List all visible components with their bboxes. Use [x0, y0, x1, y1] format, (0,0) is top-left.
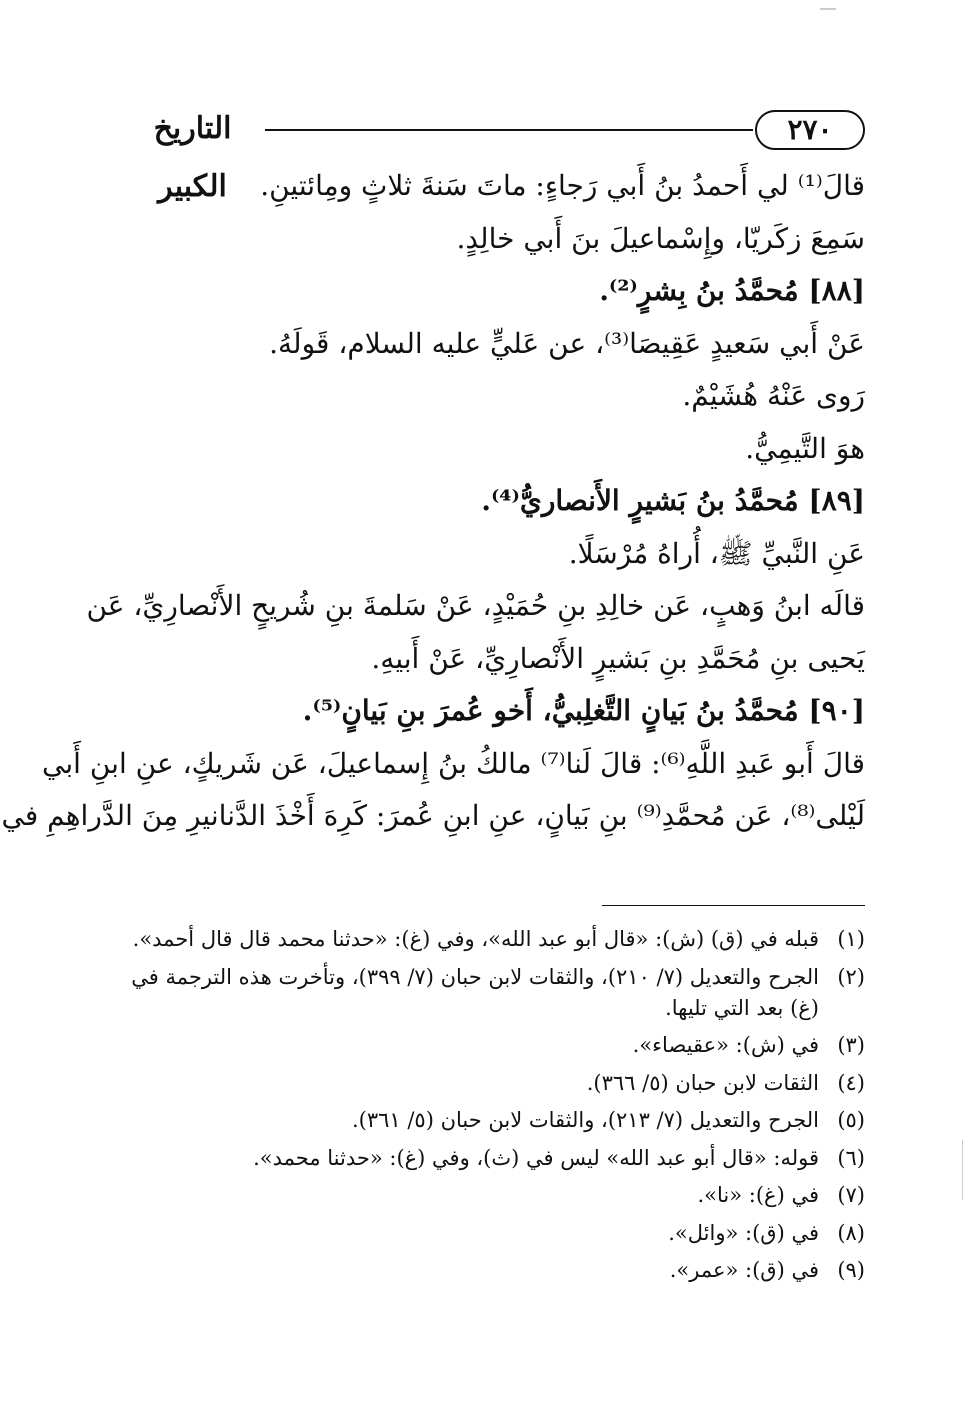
footnote-separator: [602, 905, 865, 906]
footnote-text: قبله في (ق) (ش): «قال أبو عبد الله»، وفي (غ): «حدثنا محمد قال قال أحمد».: [132, 927, 819, 951]
footnote-number: (٥): [837, 1108, 865, 1132]
footnote-number: (٢): [837, 964, 865, 989]
text-line: قالَ أَبو عَبدِ اللَّهِ⁽⁶⁾: قالَ لَنا⁽⁷⁾ مالكُ بنُ إِسماعيلَ، عَن شَريكٍ، عنِ ابنِ أَبي: [42, 746, 865, 780]
footnote-number: (٨): [837, 1220, 865, 1245]
footnote: [115, 962, 865, 1024]
footnote-number: (٤): [837, 1070, 865, 1095]
text-line: يَحيى بنِ مُحَمَّدِ بنِ بَشيرٍ الأَنْصارِيِّ، عَنْ أَبيهِ.: [371, 641, 865, 675]
book-title: التاريخ الكبير: [153, 111, 232, 204]
entry-heading: [٨٩] مُحمَّدُ بنُ بَشيرٍ الأَنصاريُّ⁽⁴⁾.: [481, 484, 865, 517]
main-text: [1, 160, 865, 843]
text-line: لَيْلى⁽⁸⁾، عَن مُحمَّدِ⁽⁹⁾ بنِ بَيانٍ، عنِ ابنِ عُمرَ: كَرِهَ أَخْذَ الدَّنانيرِ مِنَ الدَّراهِمِ في: [1, 799, 865, 832]
text-line: عَنِ النَّبيِّ ﷺ، أُراهُ مُرْسَلًا.: [568, 536, 865, 570]
footnote-number: (١): [837, 927, 865, 951]
footnote: [115, 1143, 865, 1174]
footnote-number: (٦): [837, 1145, 865, 1170]
footnote: [115, 1180, 865, 1211]
footnote: [115, 924, 865, 955]
text-line: عَنْ أَبي سَعيدٍ عَقِيصَا⁽³⁾، عن عَليٍّ عليه السلام، قَولَهُ.: [269, 326, 865, 360]
entry-heading: [٩٠] مُحمَّدُ بنُ بَيانٍ التَّغلِبيُّ، أَخو عُمرَ بنِ بَيانٍ⁽⁵⁾.: [302, 694, 865, 727]
text-line: سَمِعَ زكَريّا، وإِسْماعيلَ بنَ أَبي خالِدٍ.: [456, 221, 865, 255]
footnote-text: الجرح والتعديل (٧/ ٢١٠)، والثقات لابن حبان (٧/ ٣٩٩)، وتأخرت هذه الترجمة في (غ) بعد التي تليها.: [131, 964, 819, 1020]
scan-mark: [962, 1140, 963, 1200]
scan-mark: [820, 8, 836, 10]
footnote-text: في (ق): «وائل».: [668, 1220, 819, 1245]
footnote-text: الثقات لابن حبان (٥/ ٣٦٦).: [586, 1070, 819, 1095]
page-number: ٢٧٠: [755, 110, 865, 150]
text-line: هوَ التَّيمِيُّ.: [745, 431, 865, 465]
entry-heading: [٨٨] مُحمَّدُ بنُ بِشرٍ⁽²⁾.: [599, 274, 865, 307]
footnote: [115, 1068, 865, 1099]
footnote: [115, 1030, 865, 1061]
header-rule: [265, 129, 753, 131]
text-line: قالَه ابنُ وَهبٍ، عَن خالِدِ بنِ حُمَيْدٍ، عَنْ سَلمةَ بنِ شُريحٍ الأَنْصارِيِّ، عَن: [86, 589, 865, 622]
footnote-number: (٧): [837, 1183, 865, 1207]
footnote-text: قوله: «قال أبو عبد الله» ليس في (ث)، وفي (غ): «حدثنا محمد».: [253, 1145, 819, 1170]
text-line: رَوى عَنْهُ هُشَيْمٌ.: [682, 379, 865, 412]
footnote-text: في (غ): «نا».: [697, 1183, 819, 1207]
footnotes: [115, 924, 865, 1293]
footnote-text: في (ق): «عمر».: [669, 1258, 819, 1282]
footnote: [115, 1255, 865, 1286]
footnote-number: (٣): [837, 1033, 865, 1057]
footnote-text: الجرح والتعديل (٧/ ٢١٣)، والثقات لابن حبان (٥/ ٣٦١).: [351, 1108, 819, 1132]
footnote-text: في (ش): «عقيصاء».: [632, 1033, 819, 1057]
footnote-number: (٩): [837, 1258, 865, 1282]
footnote: [115, 1105, 865, 1136]
footnote: [115, 1218, 865, 1249]
text-line: قالَ⁽¹⁾ لي أَحمدُ بنُ أَبي رَجاءٍ: ماتَ سَنةَ ثلاثٍ ومِائتينِ.: [260, 169, 865, 202]
